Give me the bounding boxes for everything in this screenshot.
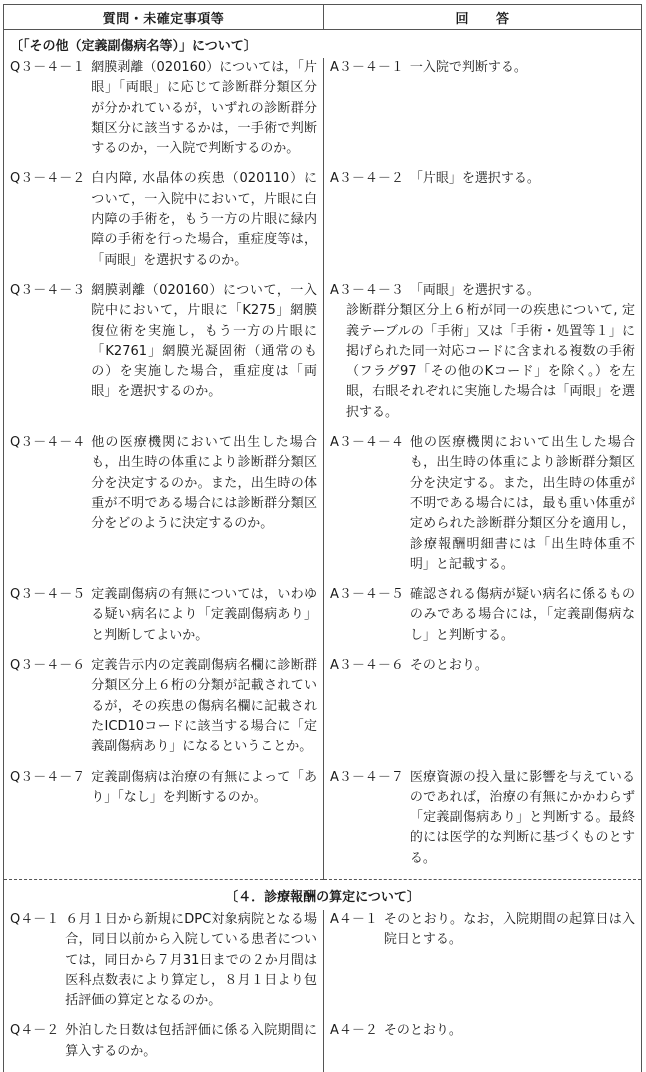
question-cell [4,281,324,433]
question-cell [4,433,324,585]
answer-label: A３－４－５ [330,587,404,603]
question-text: 網膜剥離（020160）について，一入院中において，片眼に「K275」網膜復位術を実施し，もう一方の片眼に「K2761」網膜光凝固術（通常のもの）を実施した場合，重症度は「両眼」を選択するのか。 [91,282,317,400]
question-text: 定義告示内の定義副傷病名欄に診断群分類区分上６桁の分類が記載されているが，その疾患の傷病名欄に記載されたICD10コードに該当する場合に「定義副傷病あり」になるということか。 [91,658,317,755]
question-label: Q３－４－２ [10,171,86,187]
section-title: 〔４．診療報酬の算定について〕 [4,879,642,910]
answer-cell [324,1021,642,1072]
answer-text: 医療資源の投入量に影響を与えているのであれば，治療の有無にかかわらず「定義副傷病あり」と判断する。最終的には医学的な判断に基づくものとする。 [409,769,635,866]
question-label: Q３－４－１ [10,60,86,75]
answer-label: A４－２ [330,1023,378,1039]
answer-text: 他の医療機関において出生した場合も，出生時の体重により診断群分類区分を決定する。また，出生時の体重が不明である場合には，最も重い体重が定められた診断群分類区分を適用し，診療報酬明細書には「出生時体重不明」と記載する。 [409,435,635,572]
qa-row [4,433,642,585]
answer-label: A３－４－７ [330,769,404,785]
qa-row [4,1021,642,1072]
answer-cell [324,58,642,169]
answer-text: そのとおり。 [383,1023,462,1039]
question-column-header: 質問・未確定事項等 [4,5,324,30]
qa-row [4,910,642,1021]
question-cell [4,58,324,169]
header-row [4,5,642,30]
question-label: Q３－４－６ [10,658,86,674]
question-label: Q３－４－４ [10,435,86,451]
answer-cell [324,656,642,767]
answer-text: そのとおり。 [409,658,488,674]
answer-text: そのとおり。なお，入院期間の起算日は入院日とする。 [383,911,635,948]
answer-label: A３－４－４ [330,435,404,451]
qa-row [4,585,642,656]
answer-label: A４－１ [330,911,378,927]
question-text: 定義副傷病は治療の有無によって「あり」「なし」を判断するのか。 [91,769,317,805]
answer-column-header: 回 答 [324,5,642,30]
question-text: 網膜剥離（020160）については，「片眼」「両眼」に応じて診断群分類区分が分かれているが，いずれの診断群分類区分に該当するかは，一手術で判断するのか，一入院で判断するのか。 [91,60,317,157]
answer-text: 「両眼」を選択する。 [409,282,540,298]
section-row [4,30,642,59]
section-row [4,879,642,910]
answer-detail-text: 診断群分類区分上６桁が同一の疾患について, 定義テーブルの「手術」又は「手術・処置等１」に掲げられた同一対応コードに含まれる複数の手術（フラグ97「その他のKコード」を除く。）を左眼，右眼それぞれに実施した場合は「両眼」を選択する。 [346,303,635,420]
question-cell [4,585,324,656]
answer-cell [324,910,642,1021]
answer-label: A３－４－１ [330,60,404,75]
answer-label: A３－４－３ [330,282,404,298]
question-text: 白内障, 水晶体の疾患（020110）について，一入院中において，片眼に白内障の手術を，もう一方の片眼に緑内障の手術を行った場合，重症度等は，「両眼」を選択するのか。 [91,171,317,268]
qa-row [4,169,642,280]
question-cell [4,910,324,1021]
answer-text: 一入院で判断する。 [409,60,527,75]
answer-cell [324,768,642,880]
question-label: Q３－４－５ [10,587,86,603]
answer-cell [324,281,642,433]
question-text: ６月１日から新規にDPC対象病院となる場合，同日以前から入院している患者については，同日から７月31日までの２か月間は医科点数表により算定し，８月１日より包括評価の算定となるのか。 [65,911,317,1009]
answer-cell [324,585,642,656]
qa-table [3,4,642,1072]
question-cell [4,656,324,767]
qa-row [4,58,642,169]
qa-row [4,656,642,767]
answer-label: A３－４－２ [330,171,404,187]
question-cell [4,768,324,880]
section-title: 〔「その他（定義副傷病名等）」について〕 [4,30,642,59]
question-text: 外泊した日数は包括評価に係る入院期間に算入するのか。 [65,1023,317,1059]
answer-cell [324,433,642,585]
question-label: Q４－２ [10,1023,60,1039]
question-text: 定義副傷病の有無については，いわゆる疑い病名により「定義副傷病あり」と判断してよいか。 [91,587,317,643]
qa-row [4,281,642,433]
question-label: Q３－４－７ [10,769,86,785]
answer-text: 確認される傷病が疑い病名に係るもののみである場合には，「定義副傷病なし」と判断する。 [409,587,635,643]
answer-text: 「片眼」を選択する。 [409,171,540,187]
question-cell [4,169,324,280]
question-cell [4,1021,324,1072]
question-label: Q３－４－３ [10,282,86,298]
answer-cell [324,169,642,280]
answer-label: A３－４－６ [330,658,404,674]
question-text: 他の医療機関において出生した場合も，出生時の体重により診断群分類区分を決定するのか。また，出生時の体重が不明である場合には診断群分類区分をどのように決定するのか。 [91,435,317,532]
qa-row [4,768,642,880]
question-label: Q４－１ [10,911,60,927]
